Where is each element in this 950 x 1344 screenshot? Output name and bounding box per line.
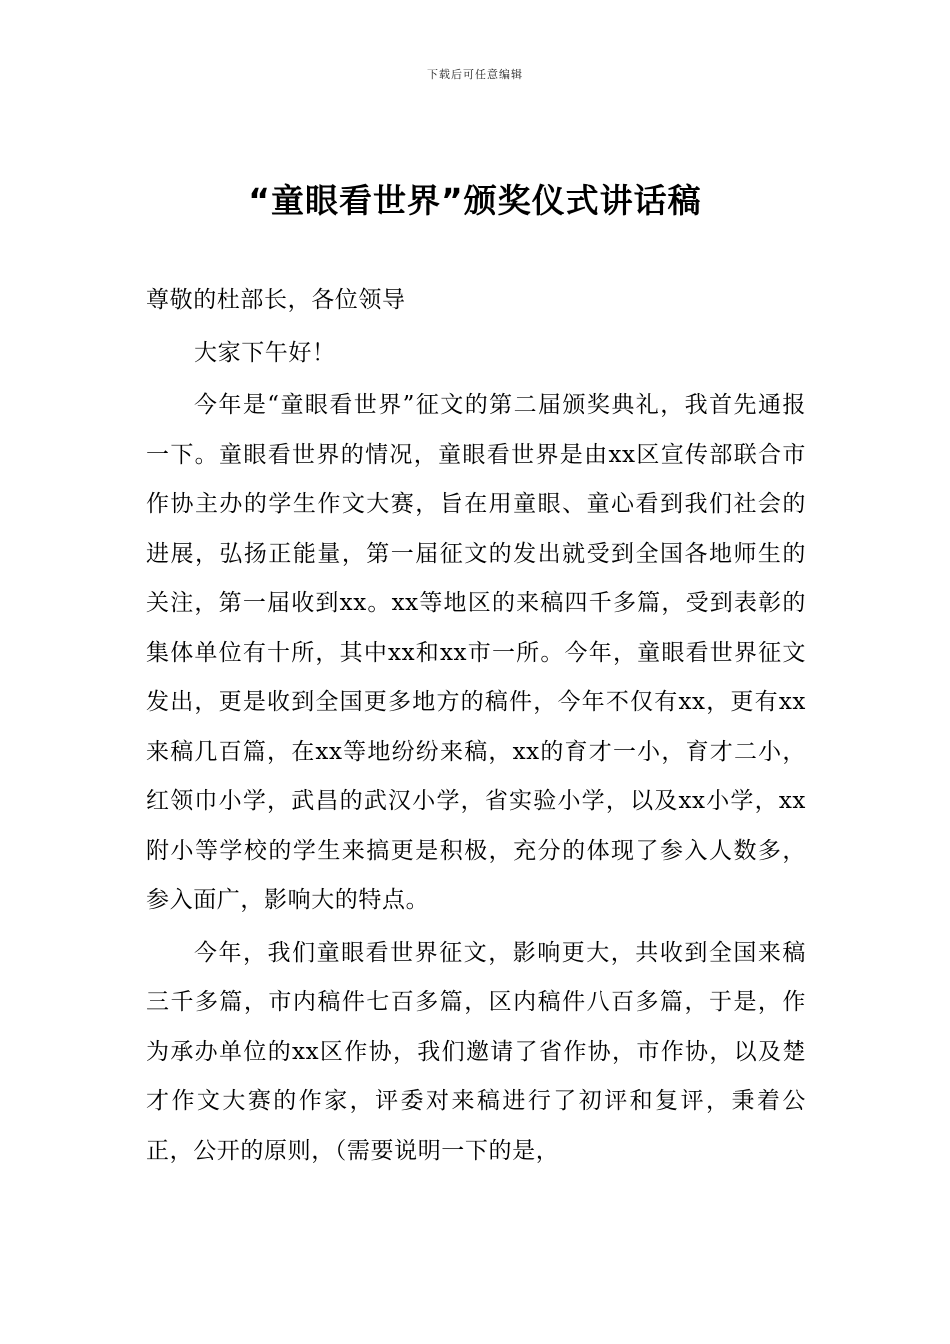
- document-body: [146, 276, 806, 1176]
- salutation: 尊敬的杜部长，各位领导: [146, 287, 406, 313]
- greeting: 大家下午好！: [194, 339, 336, 366]
- paragraph: 今年是“童眼看世界”征文的第二届颁奖典礼，我首先通报一下。童眼看世界的情况，童眼看世界是由xx区宣传部联合市作协主办的学生作文大赛，旨在用童眼、童心看到我们社会的进展，弘扬正能量，第一届征文的发出就受到全国各地师生的关注，第一届收到xx。xx等地区的来稿四千多篇，受到表彰的集体单位有十所，其中xx和xx市一所。今年，童眼看世界征文发出，更是收到全国更多地方的稿件，今年不仅有xx，更有xx来稿几百篇，在xx等地纷纷来稿，xx的育才一小，育才二小，红领巾小学，武昌的武汉小学，省实验小学，以及xx小学，xx附小等学校的学生来搞更是积极，充分的体现了参入人数多，参入面广，影响大的特点。: [146, 392, 806, 913]
- paragraph: 今年，我们童眼看世界征文，影响更大，共收到全国来稿三千多篇，市内稿件七百多篇，区内稿件八百多篇，于是，作为承办单位的xx区作协，我们邀请了省作协，市作协，以及楚才作文大赛的作家，评委对来稿进行了初评和复评，秉着公正，公开的原则，（需要说明一下的是，: [146, 939, 806, 1164]
- header-note: 下载后可任意编辑: [427, 68, 523, 81]
- document-title: “童眼看世界”颁奖仪式讲话稿: [248, 181, 702, 220]
